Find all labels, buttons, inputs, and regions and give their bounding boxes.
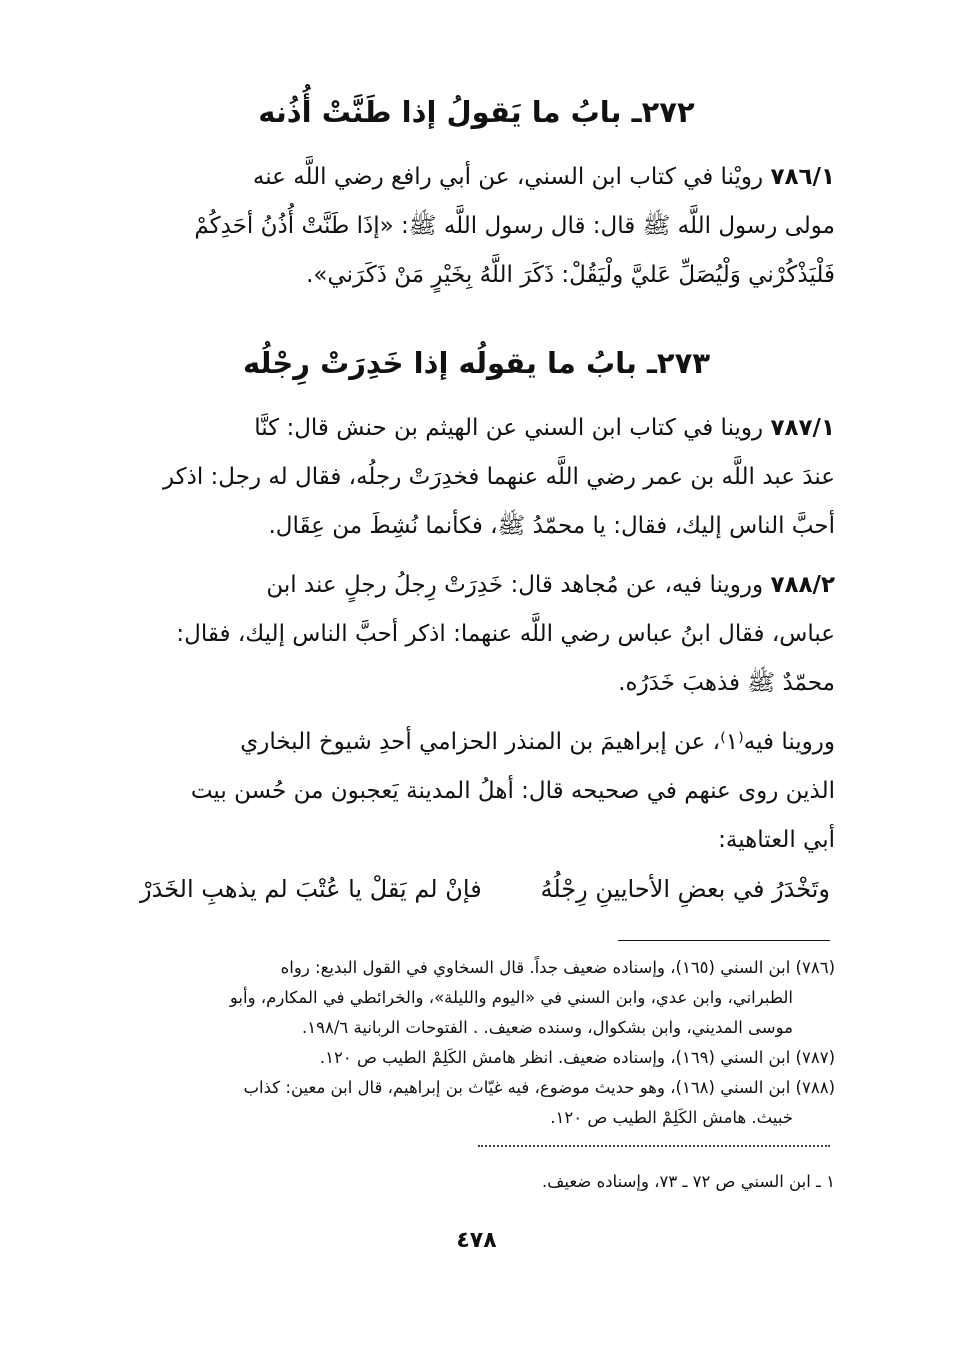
footnote-786-line-2: الطبراني، وابن عدي، وابن السني في «اليوم والليلة»، والخرائطي في المكارم، وأبو bbox=[229, 988, 793, 1007]
hadith-787-line-1: ٧٨٧/١ روينا في كتاب ابن السني عن الهيثم بن حنش قال: كنَّا bbox=[254, 415, 835, 441]
hadith-786-number: ٧٨٦/١ bbox=[770, 164, 835, 190]
page-number: ٤٧٨ bbox=[456, 1228, 497, 1253]
hadith-788-paragraph bbox=[130, 561, 835, 708]
hadith-786-paragraph bbox=[130, 153, 835, 300]
footnotes-block bbox=[130, 953, 835, 1133]
poem-second-hemistich: فإنْ لم يَقلْ يا عُتْبَ لم يذهبِ الخَدَرْ bbox=[140, 875, 482, 903]
dotted-separator bbox=[478, 1145, 830, 1147]
footnote-786-line-3: موسى المديني، وابن بشكوال، وسنده ضعيف. . الفتوحات الربانية ١٩٨/٦. bbox=[302, 1018, 793, 1037]
hadith-786-line-3: فَلْيَذْكُرْني وَلْيُصَلِّ عَليَّ ولْيَقُلْ: ذَكَرَ اللَّهُ بِخَيْرٍ مَنْ ذَكَرَني». bbox=[306, 262, 835, 288]
narration-line-1: وروينا فيه⁽١⁾، عن إبراهيمَ بن المنذر الحزامي أحدِ شيوخ البخاري bbox=[240, 729, 835, 755]
narration-paragraph bbox=[130, 718, 835, 865]
hadith-787-number: ٧٨٧/١ bbox=[770, 415, 835, 441]
poem-verse bbox=[140, 866, 830, 912]
hadith-788-line-2: عباس، فقال ابنُ عباس رضي اللَّه عنهما: اذكر أحبَّ الناس إليك، فقال: bbox=[176, 621, 835, 647]
footnote-786-line-1: (٧٨٦) ابن السني (١٦٥)، وإسناده ضعيف جداً. قال السخاوي في القول البديع: رواه bbox=[280, 958, 835, 977]
narration-line-2: الذين روى عنهم في صحيحه قال: أهلُ المدينة يَعجبون من حُسن بيت bbox=[190, 778, 835, 804]
chapter-272-heading: ٢٧٢ـ بابُ ما يَقولُ إذا طَنَّتْ أُذُنه bbox=[258, 95, 695, 129]
footnote-788-line-2: خبيث. هامش الكَلِمْ الطيب ص ١٢٠. bbox=[550, 1108, 793, 1127]
margin-note: ١ ـ ابن السني ص ٧٢ ـ ٧٣، وإسناده ضعيف. bbox=[542, 1172, 835, 1191]
chapter-273-heading: ٢٧٣ـ بابُ ما يقولُه إذا خَدِرَتْ رِجْلُه bbox=[242, 346, 711, 380]
hadith-788-number: ٧٨٨/٢ bbox=[770, 572, 835, 598]
hadith-787-line-3: أحبَّ الناس إليك، فقال: يا محمّدُ ﷺ، فكأنما نُشِطَ من عِقَال. bbox=[268, 513, 835, 539]
margin-note-block bbox=[130, 1167, 835, 1197]
hadith-787-line-2: عندَ عبد اللَّه بن عمر رضي اللَّه عنهما فخدِرَتْ رجلُه، فقال له رجل: اذكر bbox=[162, 464, 835, 490]
narration-line-3: أبي العتاهية: bbox=[718, 827, 835, 853]
poem-first-hemistich: وتَخْدَرُ في بعضِ الأحايينِ رِجْلُهُ bbox=[540, 875, 830, 903]
hadith-787-paragraph bbox=[130, 404, 835, 551]
footnote-separator bbox=[618, 940, 830, 941]
hadith-788-line-3: محمّدٌ ﷺ فذهبَ خَدَرُه. bbox=[618, 670, 835, 696]
hadith-786-line-2: مولى رسول اللَّه ﷺ قال: قال رسول اللَّه ﷺ: «إذَا طَنَّتْ أُذُنُ أحَدِكُمْ bbox=[194, 213, 835, 239]
footnote-788-line-1: (٧٨٨) ابن السني (١٦٨)، وهو حديث موضوع، فيه غيّاث بن إبراهيم، قال ابن معين: كذاب bbox=[243, 1078, 835, 1097]
footnote-787-line-1: (٧٨٧) ابن السني (١٦٩)، وإسناده ضعيف. انظر هامش الكَلِمْ الطيب ص ١٢٠. bbox=[319, 1048, 835, 1067]
hadith-788-line-1: ٧٨٨/٢ وروينا فيه، عن مُجاهد قال: خَدِرَتْ رِجلُ رجلٍ عند ابن bbox=[266, 572, 835, 598]
hadith-786-line-1: ٧٨٦/١ رويْنا في كتاب ابن السني، عن أبي رافع رضي اللَّه عنه bbox=[252, 164, 835, 190]
